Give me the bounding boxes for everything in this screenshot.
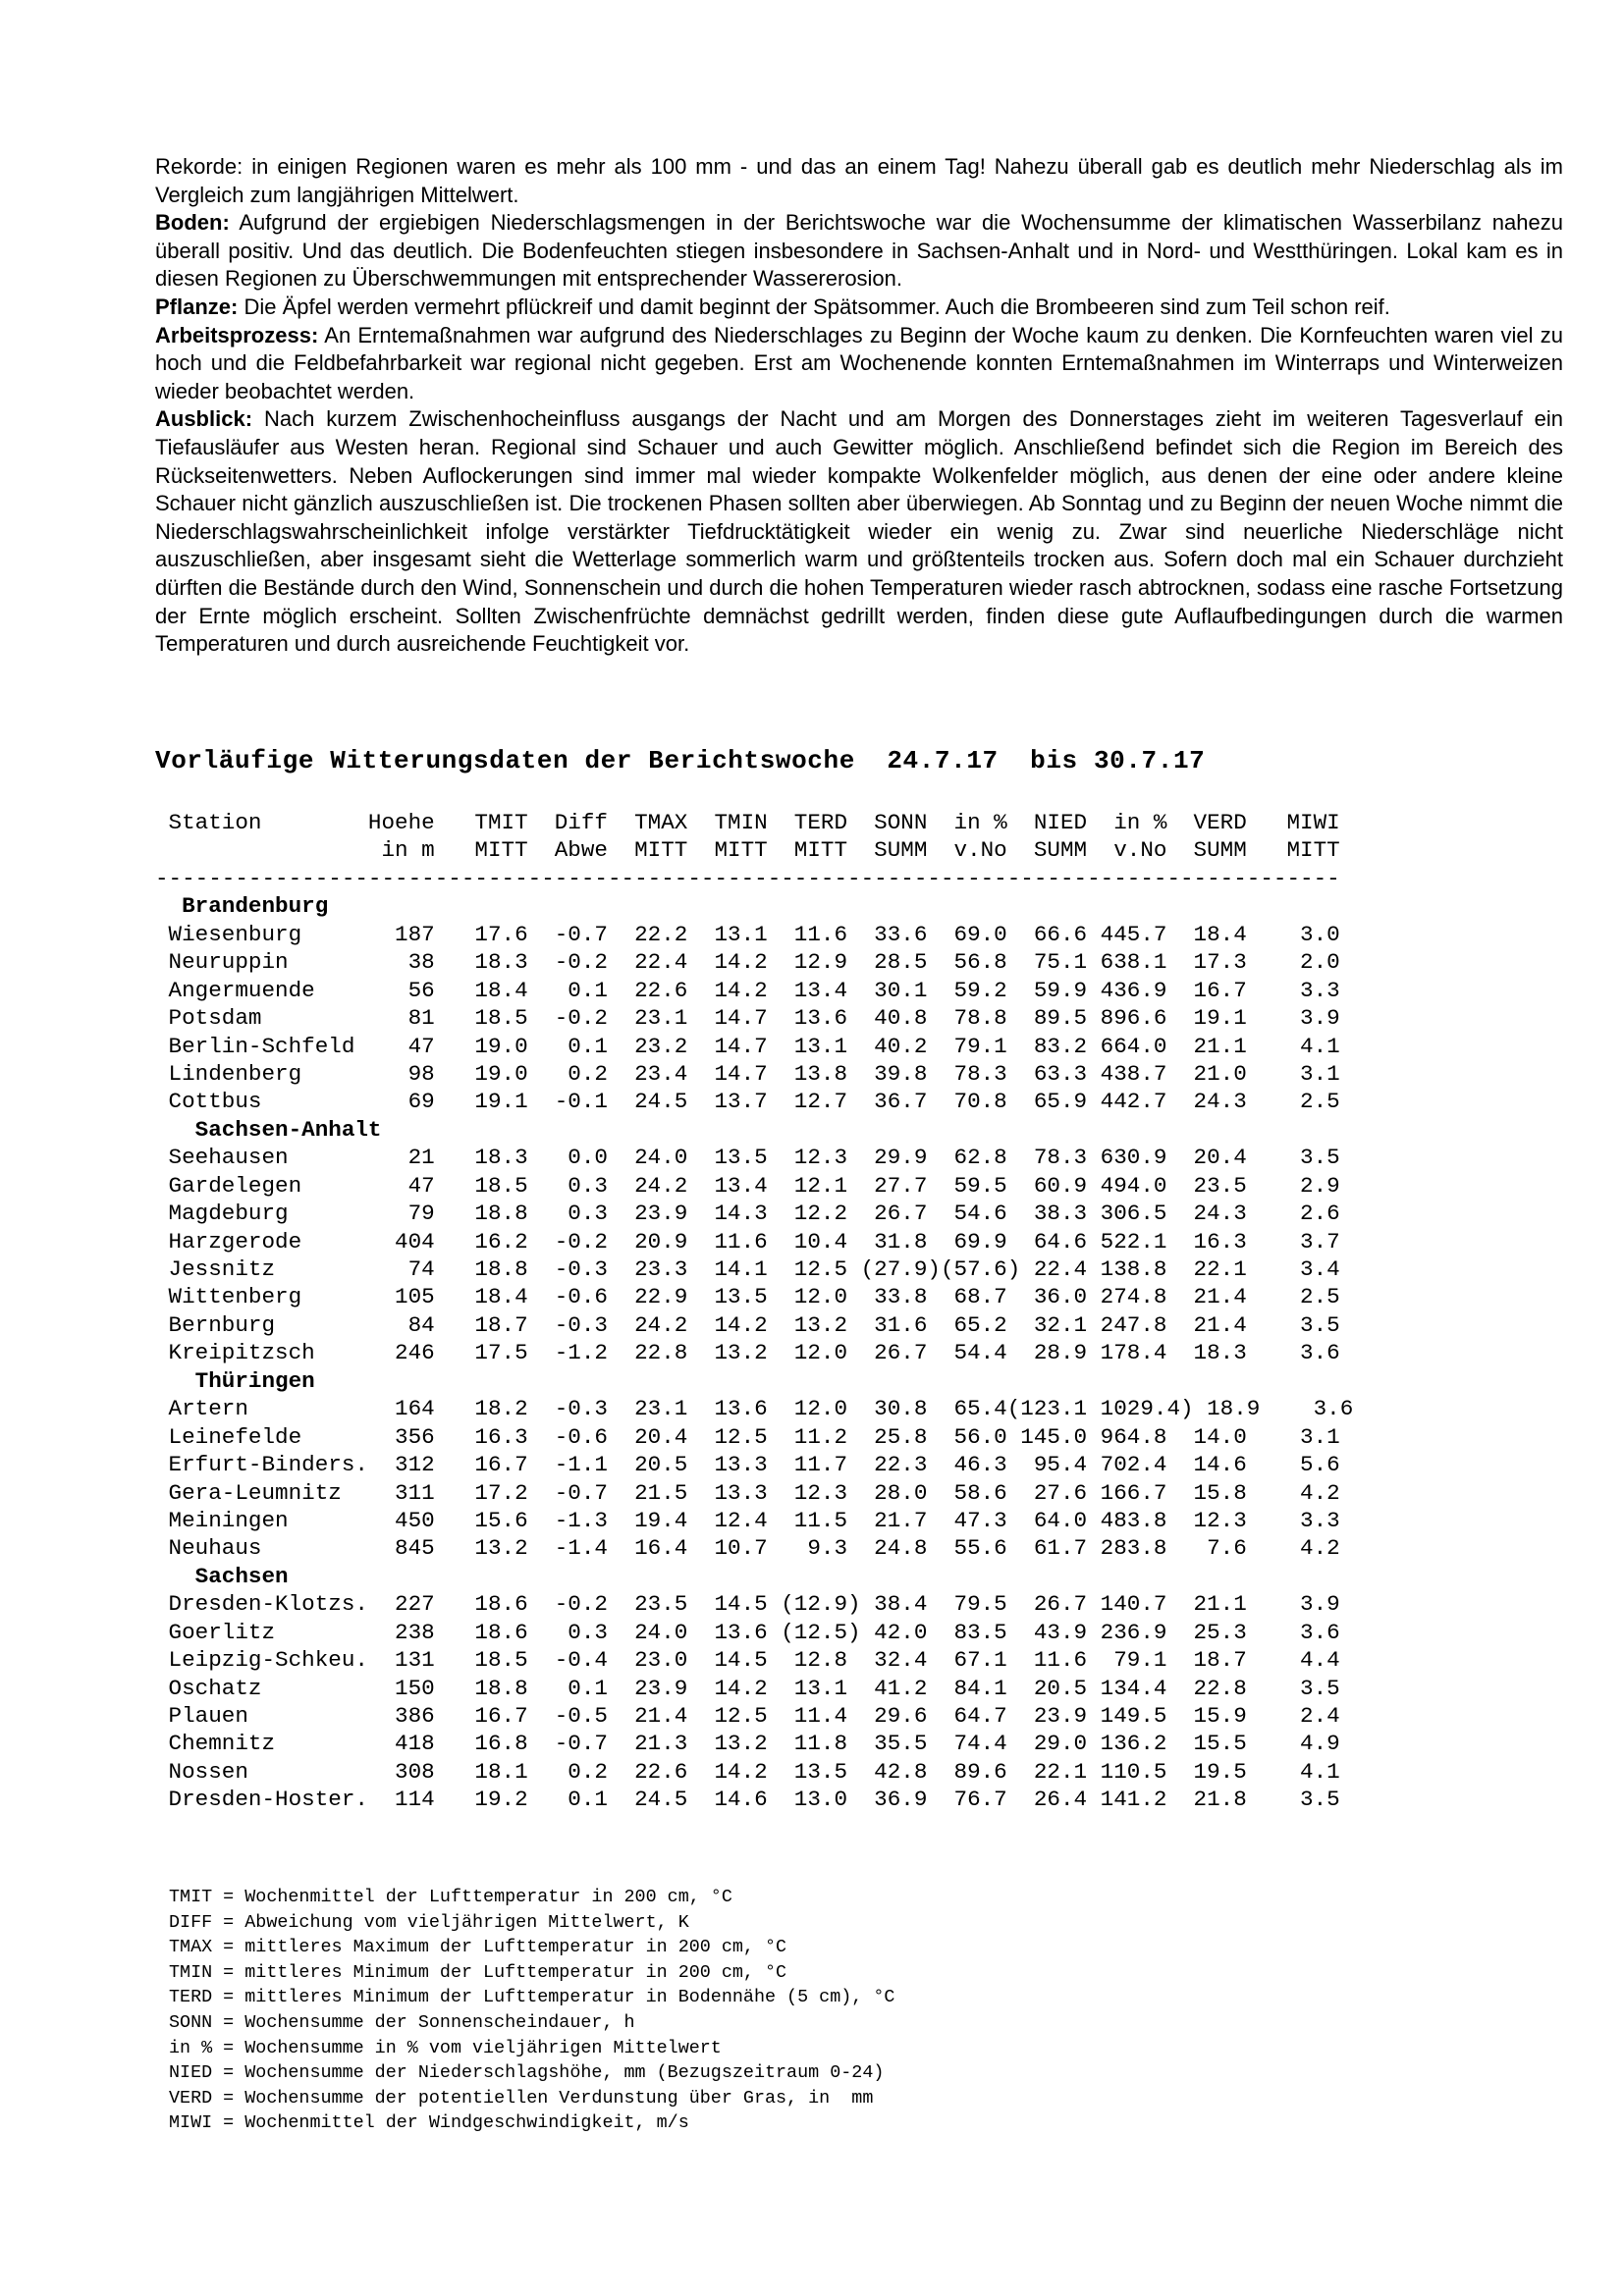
document-page: [155, 153, 1563, 2134]
table-row: Cottbus 69 19.1 -0.1 24.5 13.7 12.7 36.7 70.8 65.9 442.7 24.3 2.5: [155, 1089, 1340, 1115]
table-row: Nossen 308 18.1 0.2 22.6 14.2 13.5 42.8 89.6 22.1 110.5 19.5 4.1: [155, 1758, 1340, 1785]
legend-item: DIFF = Abweichung vom vieljährigen Mittelwert, K: [169, 1911, 689, 1933]
legend-item: SONN = Wochensumme der Sonnenscheindauer, h: [169, 2011, 635, 2033]
table-row: Neuhaus 845 13.2 -1.4 16.4 10.7 9.3 24.8 55.6 61.7 283.8 7.6 4.2: [155, 1535, 1340, 1562]
paragraph-arbeitsprozess: [155, 322, 1563, 406]
abbreviation-legend: [169, 1885, 894, 2136]
table-row: Meiningen 450 15.6 -1.3 19.4 12.4 11.5 21.7 47.3 64.0 483.8 12.3 3.3: [155, 1507, 1340, 1533]
table-row: Dresden-Hoster. 114 19.2 0.1 24.5 14.6 13.0 36.9 76.7 26.4 141.2 21.8 3.5: [155, 1787, 1340, 1813]
paragraph-rekorde: [155, 153, 1563, 209]
table-group-heading: Sachsen-Anhalt: [155, 1116, 382, 1143]
paragraph-label: Pflanze:: [155, 294, 239, 319]
table-row: Gera-Leumnitz 311 17.2 -0.7 21.5 13.3 12.3 28.0 58.6 27.6 166.7 15.8 4.2: [155, 1479, 1340, 1506]
table-row: Leipzig-Schkeu. 131 18.5 -0.4 23.0 14.5 12.8 32.4 67.1 11.6 79.1 18.7 4.4: [155, 1647, 1340, 1674]
paragraph-label: Boden:: [155, 210, 230, 236]
report-text: [155, 153, 1563, 659]
table-row: Erfurt-Binders. 312 16.7 -1.1 20.5 13.3 11.7 22.3 46.3 95.4 702.4 14.6 5.6: [155, 1452, 1340, 1478]
legend-item: TMIN = mittleres Minimum der Lufttemperatur in 200 cm, °C: [169, 1961, 787, 1983]
table-row: Goerlitz 238 18.6 0.3 24.0 13.6 (12.5) 42.0 83.5 43.9 236.9 25.3 3.6: [155, 1619, 1340, 1645]
table-row: Artern 164 18.2 -0.3 23.1 13.6 12.0 30.8 65.4(123.1 1029.4) 18.9 3.6: [155, 1396, 1354, 1422]
table-row: Berlin-Schfeld 47 19.0 0.1 23.2 14.7 13.1 40.2 79.1 83.2 664.0 21.1 4.1: [155, 1033, 1340, 1059]
table-row: Oschatz 150 18.8 0.1 23.9 14.2 13.1 41.2 84.1 20.5 134.4 22.8 3.5: [155, 1675, 1340, 1701]
table-row: Gardelegen 47 18.5 0.3 24.2 13.4 12.1 27.7 59.5 60.9 494.0 23.5 2.9: [155, 1172, 1340, 1199]
table-row: Lindenberg 98 19.0 0.2 23.4 14.7 13.8 39.8 78.3 63.3 438.7 21.0 3.1: [155, 1060, 1340, 1087]
paragraph-text: Aufgrund der ergiebigen Niederschlagsmengen in der Berichtswoche war die Wochensumme der klimatischen Wasserbilanz nahezu überall positiv. Und das deutlich. Die Bodenfeuchten stiegen insbesondere in Sachsen-Anhalt und in Nord- und Westthüringen. Lokal kam es in diesen Regionen zu Überschwemmungen mit entsprechender Wassererosion.: [155, 210, 1563, 292]
table-group-heading: Brandenburg: [155, 893, 329, 920]
table-row: Kreipitzsch 246 17.5 -1.2 22.8 13.2 12.0 26.7 54.4 28.9 178.4 18.3 3.6: [155, 1340, 1340, 1366]
table-row: Harzgerode 404 16.2 -0.2 20.9 11.6 10.4 31.8 69.9 64.6 522.1 16.3 3.7: [155, 1228, 1340, 1255]
table-row: Neuruppin 38 18.3 -0.2 22.4 14.2 12.9 28.5 56.8 75.1 638.1 17.3 2.0: [155, 949, 1340, 976]
table-row: Potsdam 81 18.5 -0.2 23.1 14.7 13.6 40.8 78.8 89.5 896.6 19.1 3.9: [155, 1005, 1340, 1032]
weather-data-table: [155, 809, 1353, 1814]
paragraph-text: Die Äpfel werden vermehrt pflückreif und damit beginnt der Spätsommer. Auch die Brombeeren sind zum Teil schon reif.: [238, 294, 1390, 319]
legend-item: TMIT = Wochenmittel der Lufttemperatur in 200 cm, °C: [169, 1887, 732, 1907]
table-row: Leinefelde 356 16.3 -0.6 20.4 12.5 11.2 25.8 56.0 145.0 964.8 14.0 3.1: [155, 1423, 1340, 1450]
paragraph-pflanze: [155, 294, 1563, 322]
paragraph-label: Ausblick:: [155, 406, 253, 432]
legend-item: VERD = Wochensumme der potentiellen Verdunstung über Gras, in mm: [169, 2087, 874, 2109]
table-title: Vorläufige Witterungsdaten der Berichtswoche 24.7.17 bis 30.7.17: [155, 746, 1206, 775]
table-row: Seehausen 21 18.3 0.0 24.0 13.5 12.3 29.9 62.8 78.3 630.9 20.4 3.5: [155, 1145, 1340, 1171]
legend-item: TERD = mittleres Minimum der Lufttemperatur in Bodennähe (5 cm), °C: [169, 1987, 895, 2008]
paragraph-text: Nach kurzem Zwischenhocheinfluss ausgangs der Nacht und am Morgen des Donnerstages zieht im weiteren Tagesverlauf ein Tiefausläufer aus Westen heran. Regional sind Schauer und auch Gewitter möglich. Anschließend befindet sich die Region im Bereich des Rückseitenwetters. Neben Auflockerungen sind immer mal wieder kompakte Wolkenfelder möglich, aus denen der eine oder andere kleine Schauer nicht gänzlich auszuschließen ist. Die trockenen Phasen sollten aber überwiegen. Ab Sonntag und zu Beginn der neuen Woche nimmt die Niederschlagswahrscheinlichkeit infolge verstärkter Tiefdrucktätigkeit wieder ein wenig zu. Zwar sind neuerliche Niederschläge nicht auszuschließen, aber insgesamt sieht die Wetterlage sommerlich warm und größtenteils trocken aus. Sofern doch mal ein Schauer durchzieht dürften die Bestände durch den Wind, Sonnenschein und durch die hohen Temperaturen wieder rasch abtrocknen, sodass eine rasche Fortsetzung der Ernte möglich erscheint. Sollten Zwischenfrüchte demnächst gedrillt werden, finden diese gute Auflaufbedingungen durch die warmen Temperaturen und durch ausreichende Feuchtigkeit vor.: [155, 406, 1563, 657]
table-row: Wittenberg 105 18.4 -0.6 22.9 13.5 12.0 33.8 68.7 36.0 274.8 21.4 2.5: [155, 1284, 1340, 1310]
legend-item: NIED = Wochensumme der Niederschlagshöhe, mm (Bezugszeitraum 0-24): [169, 2062, 885, 2084]
table-group-heading: Sachsen: [155, 1563, 289, 1589]
table-row: Bernburg 84 18.7 -0.3 24.2 14.2 13.2 31.6 65.2 32.1 247.8 21.4 3.5: [155, 1311, 1340, 1338]
table-row: Wiesenburg 187 17.6 -0.7 22.2 13.1 11.6 33.6 69.0 66.6 445.7 18.4 3.0: [155, 921, 1340, 947]
table-row: Plauen 386 16.7 -0.5 21.4 12.5 11.4 29.6 64.7 23.9 149.5 15.9 2.4: [155, 1703, 1340, 1729]
legend-item: MIWI = Wochenmittel der Windgeschwindigkeit, m/s: [169, 2112, 689, 2134]
paragraph-text: An Erntemaßnahmen war aufgrund des Niederschlages zu Beginn der Woche kaum zu denken. Die Kornfeuchten waren viel zu hoch und die Feldbefahrbarkeit war regional nicht gegeben. Erst am Wochenende konnten Erntemaßnahmen im Winterraps und Winterweizen wieder beobachtet werden.: [155, 322, 1563, 403]
table-group-heading: Thüringen: [155, 1367, 315, 1394]
table-row: Chemnitz 418 16.8 -0.7 21.3 13.2 11.8 35.5 74.4 29.0 136.2 15.5 4.9: [155, 1731, 1340, 1757]
legend-item: in % = Wochensumme in % vom vieljährigen Mittelwert: [169, 2037, 722, 2058]
paragraph-text: Rekorde: in einigen Regionen waren es mehr als 100 mm - und das an einem Tag! Nahezu überall gab es deutlich mehr Niederschlag als im Vergleich zum langjährigen Mittelwert.: [155, 154, 1563, 207]
table-row: Jessnitz 74 18.8 -0.3 23.3 14.1 12.5 (27.9)(57.6) 22.4 138.8 22.1 3.4: [155, 1256, 1340, 1282]
table-row: Angermuende 56 18.4 0.1 22.6 14.2 13.4 30.1 59.2 59.9 436.9 16.7 3.3: [155, 977, 1340, 1003]
paragraph-boden: [155, 209, 1563, 294]
table-row: Magdeburg 79 18.8 0.3 23.9 14.3 12.2 26.7 54.6 38.3 306.5 24.3 2.6: [155, 1201, 1340, 1227]
table-header-row: in m MITT Abwe MITT MITT MITT SUMM v.No SUMM v.No SUMM MITT: [155, 837, 1340, 864]
paragraph-label: Arbeitsprozess:: [155, 322, 319, 347]
table-row: Dresden-Klotzs. 227 18.6 -0.2 23.5 14.5 (12.9) 38.4 79.5 26.7 140.7 21.1 3.9: [155, 1591, 1340, 1618]
table-separator: -----------------------------------------------------------------------------------------: [155, 865, 1340, 891]
table-header-row: Station Hoehe TMIT Diff TMAX TMIN TERD SONN in % NIED in % VERD MIWI: [155, 810, 1340, 835]
paragraph-ausblick: [155, 405, 1563, 658]
legend-item: TMAX = mittleres Maximum der Lufttemperatur in 200 cm, °C: [169, 1937, 787, 1958]
